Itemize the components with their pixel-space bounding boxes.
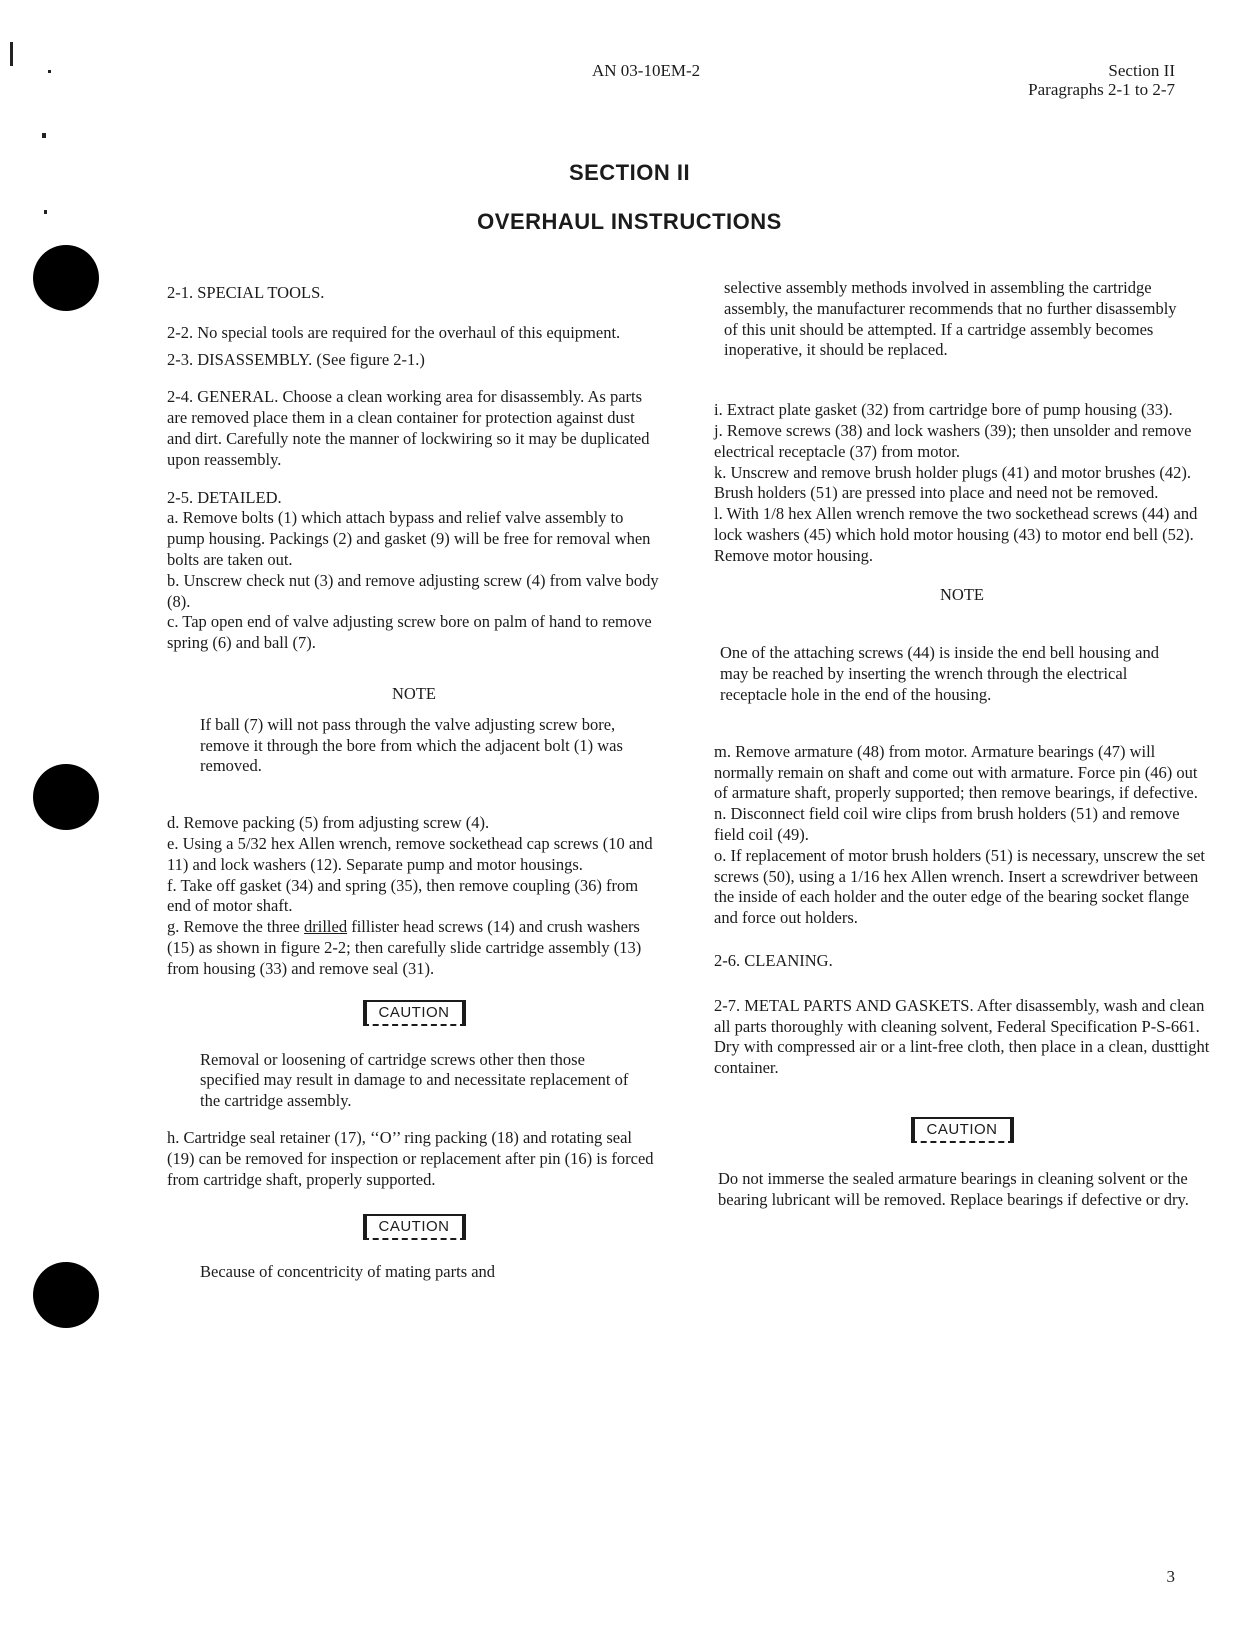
margin-mark bbox=[10, 42, 13, 66]
step-o: o. If replacement of motor brush holders (51) is necessary, unscrew the set screws (50), using a 1/16 hex Allen wrench. Insert a screwdriver between the inside of each holder and the outer edge of the bearing socket flange and force out holders. bbox=[714, 845, 1206, 928]
section-title: SECTION II bbox=[568, 160, 691, 185]
caution-text-continued: selective assembly methods involved in assembling the cartridge assembly, the manufacturer recommends that no further disassembly of this unit should be attempted. If a cartridge assembly becomes inoperative, it should be replaced. bbox=[724, 278, 1177, 360]
step-d: d. Remove packing (5) from adjusting screw (4). bbox=[167, 813, 490, 833]
step-l: l. With 1/8 hex Allen wrench remove the two sockethead screws (44) and lock washers (45) which hold motor housing (43) to motor end bell (52). Remove motor housing. bbox=[714, 504, 1198, 565]
step-f: f. Take off gasket (34) and spring (35), then remove coupling (36) from end of motor shaft. bbox=[167, 875, 639, 916]
step-g-start: g. Remove the three bbox=[167, 917, 304, 937]
note-text: If ball (7) will not pass through the valve adjusting screw bore, remove it through the bore from which the adjacent bolt (1) was removed. bbox=[200, 714, 623, 776]
note-label: NOTE bbox=[392, 683, 436, 703]
para-2-1: 2-1. SPECIAL TOOLS. bbox=[167, 283, 325, 302]
step-e: e. Using a 5/32 hex Allen wrench, remove sockethead cap screws (10 and 11) and lock washers (12). Separate pump and motor housings. bbox=[167, 833, 653, 874]
page-number: 3 bbox=[1166, 1567, 1175, 1586]
caution-box: CAUTION bbox=[363, 1000, 466, 1026]
step-m: m. Remove armature (48) from motor. Armature bearings (47) will normally remain on shaft and come out with armature. Force pin (46) out of armature shaft, properly supported; then remove bearings, if defective. bbox=[714, 741, 1198, 803]
para-2-4: 2-4. GENERAL. Choose a clean working area for disassembly. As parts are removed place them in a clean container for protection against dust and dirt. Carefully note the manner of lockwiring so it may be duplicated upon reassembly. bbox=[167, 387, 650, 469]
margin-dot bbox=[42, 133, 46, 138]
para-2-6: 2-6. CLEANING. bbox=[714, 950, 833, 970]
section-label: Section II bbox=[1108, 61, 1175, 80]
step-c: c. Tap open end of valve adjusting screw bore on palm of hand to remove spring (6) and ball (7). bbox=[167, 612, 652, 653]
step-g-underlined: drilled bbox=[304, 917, 348, 937]
step-i: i. Extract plate gasket (32) from cartridge bore of pump housing (33). bbox=[714, 400, 1173, 420]
caution-box: CAUTION bbox=[363, 1214, 466, 1240]
step-h: h. Cartridge seal retainer (17), ‘‘O’’ ring packing (18) and rotating seal (19) can be removed for inspection or replacement after pin (16) is forced from cartridge shaft, properly supported. bbox=[167, 1127, 654, 1189]
document-number: AN 03-10EM-2 bbox=[592, 61, 701, 80]
para-2-3: 2-3. DISASSEMBLY. (See figure 2-1.) bbox=[167, 349, 425, 369]
caution-text: Do not immerse the sealed armature bearings in cleaning solvent or the bearing lubricant will be removed. Replace bearings if defective or dry. bbox=[718, 1168, 1189, 1209]
punch-hole bbox=[33, 1262, 99, 1328]
step-k: k. Unscrew and remove brush holder plugs (41) and motor brushes (42). Brush holders (51) are pressed into place and need not be removed. bbox=[714, 462, 1192, 503]
para-2-5: 2-5. DETAILED. bbox=[167, 487, 282, 507]
margin-dot bbox=[48, 70, 51, 73]
caution-text: Because of concentricity of mating parts and bbox=[200, 1262, 496, 1282]
note-text: One of the attaching screws (44) is inside the end bell housing and may be reached by inserting the wrench through the electrical receptacle hole in the end of the housing. bbox=[720, 643, 1159, 704]
punch-hole bbox=[33, 764, 99, 830]
para-2-2: 2-2. No special tools are required for the overhaul of this equipment. bbox=[167, 322, 621, 342]
step-g bbox=[167, 917, 661, 979]
caution-box: CAUTION bbox=[911, 1117, 1014, 1143]
caution-text: Removal or loosening of cartridge screws other then those specified may result in damage to and necessitate replacement of the cartridge assembly. bbox=[200, 1049, 629, 1111]
right-column bbox=[714, 278, 1210, 1211]
step-n: n. Disconnect field coil wire clips from brush holders (51) and remove field coil (49). bbox=[714, 804, 1180, 844]
punch-hole bbox=[33, 245, 99, 311]
step-a: a. Remove bolts (1) which attach bypass and relief valve assembly to pump housing. Packings (2) and gasket (9) will be free for removal when bolts are taken out. bbox=[167, 508, 651, 569]
step-b: b. Unscrew check nut (3) and remove adjusting screw (4) from valve body (8). bbox=[167, 570, 659, 611]
step-j: j. Remove screws (38) and lock washers (39); then unsolder and remove electrical receptacle (37) from motor. bbox=[714, 420, 1192, 461]
note-label: NOTE bbox=[940, 584, 984, 604]
paragraph-range: Paragraphs 2-1 to 2-7 bbox=[1028, 80, 1175, 99]
step-g-end: fillister head screws (14) and crush washers (15) as shown in figure 2-2; then carefully slide cartridge assembly (13) from housing (33) and remove seal (31). bbox=[167, 917, 642, 978]
left-column bbox=[167, 283, 661, 1283]
page-heading: OVERHAUL INSTRUCTIONS bbox=[477, 209, 782, 234]
para-2-7: 2-7. METAL PARTS AND GASKETS. After disassembly, wash and clean all parts thoroughly with cleaning solvent, Federal Specification P-S-661. Dry with compressed air or a lint-free cloth, then place in a clean, dusttight container. bbox=[714, 995, 1210, 1078]
